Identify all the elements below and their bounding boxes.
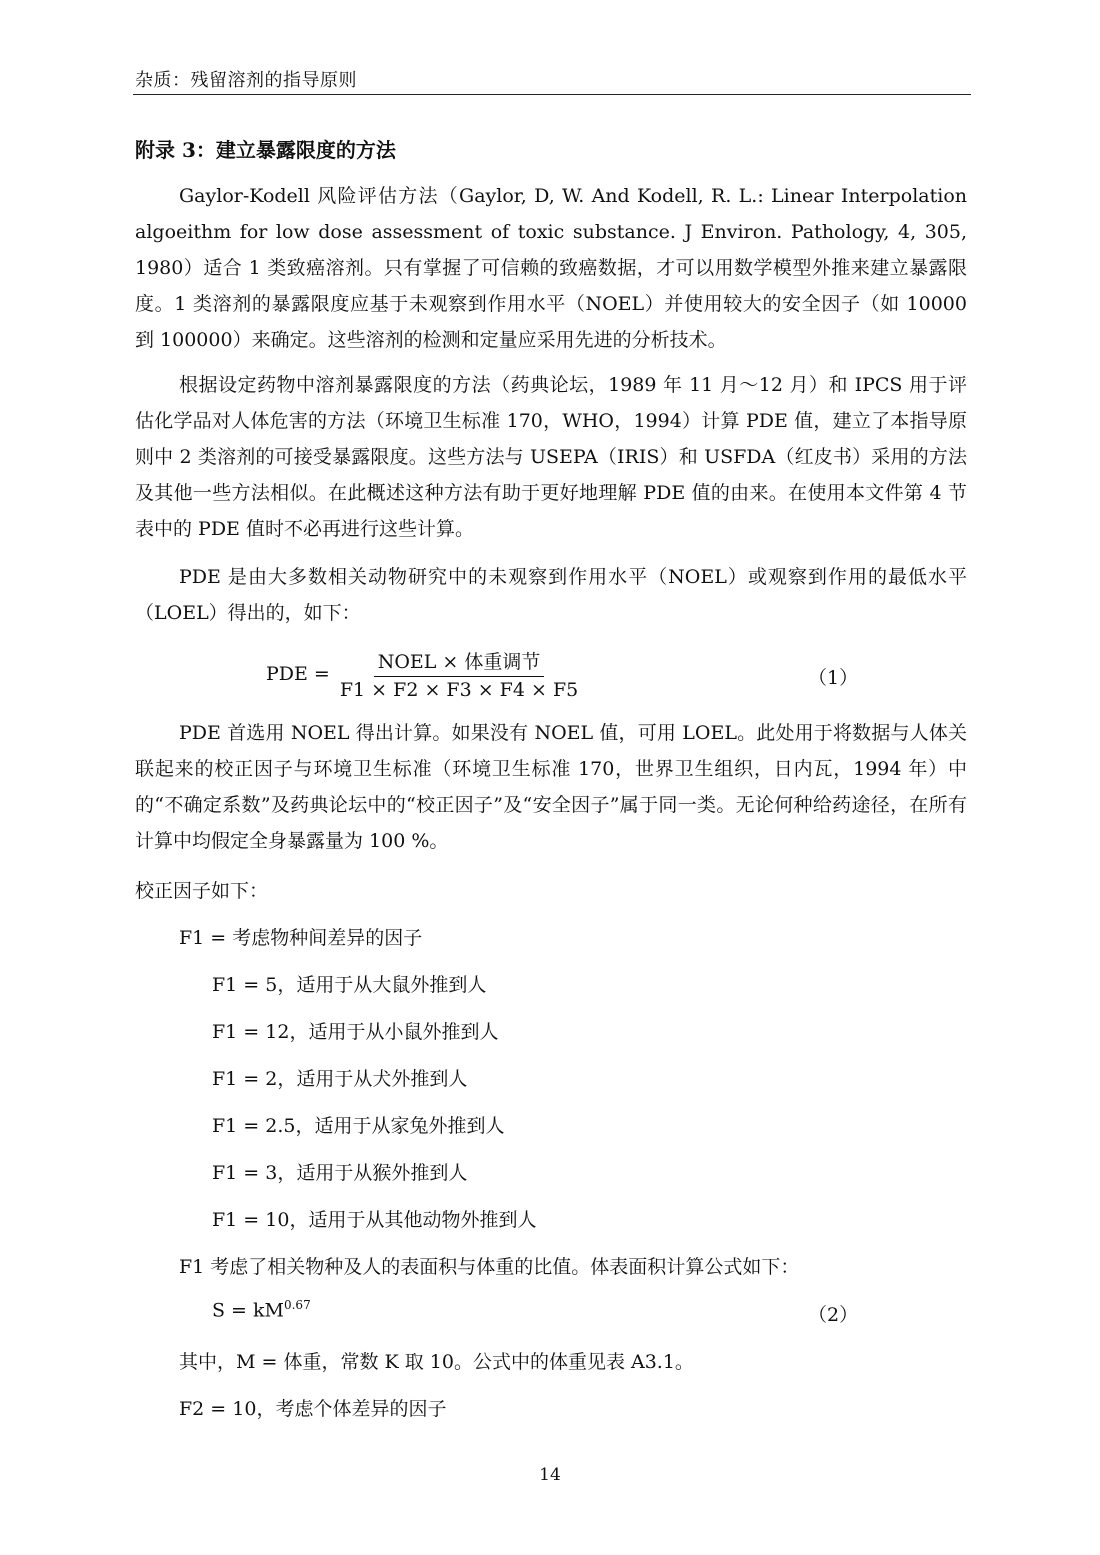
equation-number-2: （2） xyxy=(808,1304,859,1326)
running-header: 杂质：残留溶剂的指导原则 xyxy=(135,70,357,91)
formula-surface-base: S = kM xyxy=(212,1299,284,1322)
section-heading: 附录 3：建立暴露限度的方法 xyxy=(135,138,396,162)
equation-number-1: （1） xyxy=(808,667,859,689)
paragraph-pde-method: 根据设定药物中溶剂暴露限度的方法（药典论坛，1989 年 11 月～12 月）和 IPCS 用于评估化学品对人体危害的方法（环境卫生标准 170，WHO，1994）计算 PDE 值，建立了本指导原则中 2 类溶剂的可接受暴露限度。这些方法与 USEPA（IRIS）和 USFDA（红皮书）采用的方法及其他一些方法相似。在此概述这种方法有助于更好地理解 PDE 值的由来。在使用本文件第 4 节表中的 PDE 值时不必再进行这些计算。 xyxy=(135,374,967,540)
formula-fraction xyxy=(336,647,582,701)
f1-item: F1 = 5，适用于从大鼠外推到人 xyxy=(212,974,487,996)
f1-item: F1 = 12，适用于从小鼠外推到人 xyxy=(212,1021,499,1043)
formula-denominator: F1 × F2 × F3 × F4 × F5 xyxy=(339,679,579,701)
formula-numerator: NOEL × 体重调节 xyxy=(374,647,545,677)
f1-note: F1 考虑了相关物种及人的表面积与体重的比值。体表面积计算公式如下： xyxy=(179,1256,800,1278)
page-number: 14 xyxy=(539,1465,561,1485)
formula-surface-area xyxy=(212,1298,311,1321)
f1-item: F1 = 2，适用于从犬外推到人 xyxy=(212,1068,468,1090)
paragraph-pde-derivation: PDE 是由大多数相关动物研究中的未观察到作用水平（NOEL）或观察到作用的最低水平（LOEL）得出的，如下： xyxy=(135,566,967,624)
where-text: 其中，M = 体重，常数 K 取 10。公式中的体重见表 A3.1。 xyxy=(179,1351,694,1373)
header-divider xyxy=(133,94,971,95)
f1-item: F1 = 2.5，适用于从家兔外推到人 xyxy=(212,1115,505,1137)
factors-intro: 校正因子如下： xyxy=(135,880,269,902)
f1-item: F1 = 3，适用于从猴外推到人 xyxy=(212,1162,468,1184)
f1-title: F1 = 考虑物种间差异的因子 xyxy=(179,927,423,949)
f2-title: F2 = 10，考虑个体差异的因子 xyxy=(179,1398,447,1420)
formula-lhs: PDE = xyxy=(266,663,330,685)
f1-item: F1 = 10，适用于从其他动物外推到人 xyxy=(212,1209,537,1231)
formula-surface-exponent: 0.67 xyxy=(283,1298,311,1312)
paragraph-gaylor-kodell: Gaylor-Kodell 风险评估方法（Gaylor, D, W. And Kodell, R. L.: Linear Interpolation algoeithm for low dose assessment of toxic substance. J Environ. Pathology, 4, 305, 1980）适合 1 类致癌溶剂。只有掌握了可信赖的致癌数据，才可以用数学模型外推来建立暴露限度。1 类溶剂的暴露限度应基于未观察到作用水平（NOEL）并使用较大的安全因子（如 10000 到 100000）来确定。这些溶剂的检测和定量应采用先进的分析技术。 xyxy=(135,185,967,351)
paragraph-correction-factors: PDE 首选用 NOEL 得出计算。如果没有 NOEL 值，可用 LOEL。此处用于将数据与人体关联起来的校正因子与环境卫生标准（环境卫生标准 170，世界卫生组织，日内瓦，1994 年）中的“不确定系数”及药典论坛中的“校正因子”及“安全因子”属于同一类。无论何种给药途径，在所有计算中均假定全身暴露量为 100 %。 xyxy=(135,722,967,852)
formula-pde xyxy=(266,646,582,702)
